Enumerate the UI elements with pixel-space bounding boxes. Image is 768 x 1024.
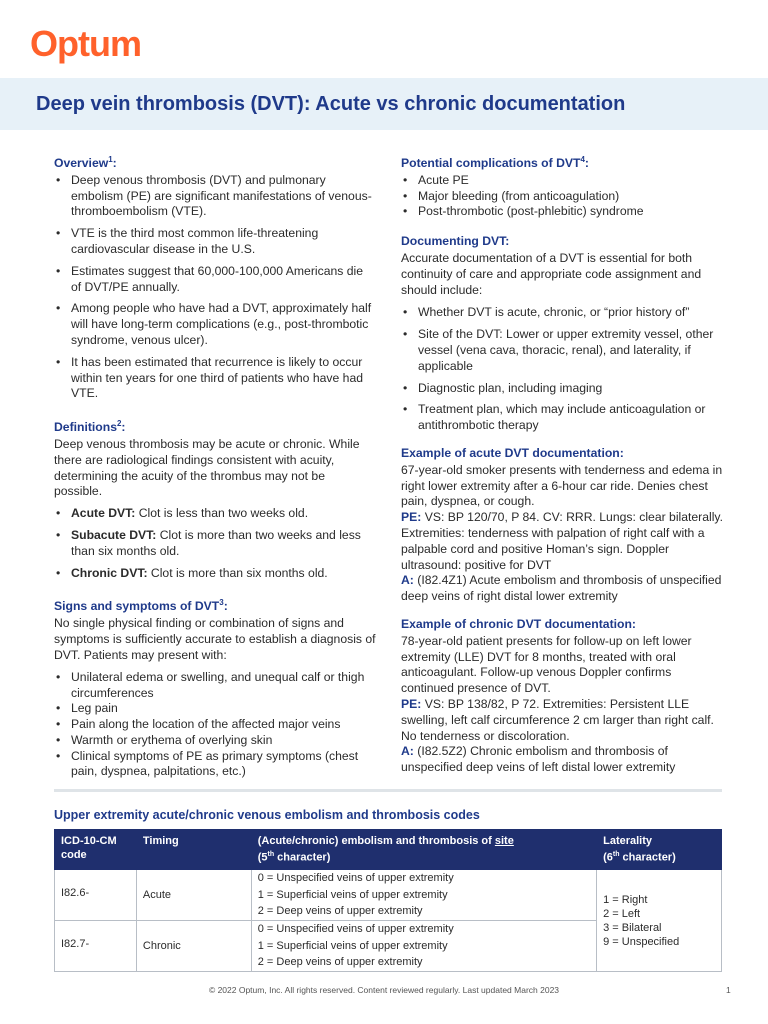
list-item: • Chronic DVT: Clot is more than six months old. — [54, 566, 376, 582]
acute-example-assessment: A: (I82.4Z1) Acute embolism and thrombosis of unspecified deep veins of right distal lower extremity — [401, 573, 722, 604]
definitions-list — [54, 506, 376, 581]
list-item: • Diagnostic plan, including imaging — [401, 381, 723, 397]
list-item: • Site of the DVT: Lower or upper extremity vessel, other vessel (vena cava, thoracic, renal), and laterality, if applicable — [401, 327, 723, 374]
table-row — [55, 870, 722, 921]
definitions-intro: Deep venous thrombosis may be acute or chronic. While there are radiological findings consistent with acuity, determining the acuity of the thrombus may not be possible. — [54, 437, 360, 499]
acute-example-heading: Example of acute DVT documentation: — [401, 446, 624, 461]
acute-example-pe: PE: VS: BP 120/70, P 84. CV: RRR. Lungs: clear bilaterally. Extremities: tenderness with palpation of right calf with a palpable cord and positive Homan’s sign. Doppler ultrasound: positive for DVT — [401, 510, 724, 572]
list-item: • VTE is the third most common life-threatening cardiovascular disease in the U.S. — [54, 226, 376, 258]
list-item: • Clinical symptoms of PE as primary symptoms (chest pain, dyspnea, palpitations, etc.) — [54, 749, 376, 781]
header-timing: Timing — [136, 830, 251, 870]
site-option: 2 = Deep veins of upper extremity — [257, 956, 423, 969]
list-item: • Among people who have had a DVT, approximately half will have long-term complications (e.g., post-thrombotic syndrome, venous ulcer). — [54, 301, 376, 348]
documenting-intro: Accurate documentation of a DVT is essential for both continuity of care and appropriate code assignment and should include: — [401, 251, 702, 297]
chronic-example-assessment: A: (I82.5Z2) Chronic embolism and thrombosis of unspecified deep veins of left distal lower extremity — [401, 744, 676, 775]
list-item: • Pain along the location of the affected major veins — [54, 717, 376, 733]
site-option: 2 = Deep veins of upper extremity — [257, 905, 423, 918]
site-option: 1 = Superficial veins of upper extremity — [257, 888, 448, 901]
chronic-example-heading: Example of chronic DVT documentation: — [401, 616, 636, 631]
table-header-row — [55, 830, 722, 870]
list-item: • Warmth or erythema of overlying skin — [54, 733, 376, 749]
page-number: 1 — [726, 985, 731, 995]
list-item: • Estimates suggest that 60,000-100,000 Americans die of DVT/PE annually. — [54, 264, 376, 296]
list-item: • Post-thrombotic (post-phlebitic) syndrome — [401, 204, 723, 220]
overview-heading: Overview$^1$: — [54, 155, 117, 171]
list-item: • Acute DVT: Clot is less than two weeks old. — [54, 506, 376, 522]
laterality-cell — [597, 870, 722, 972]
signs-heading: Signs and symptoms of DVT$^3$: — [54, 598, 228, 614]
list-item: • Major bleeding (from anticoagulation) — [401, 189, 723, 205]
row-code: I82.6- — [55, 870, 137, 921]
chronic-example-pe: PE: VS: BP 138/82, P 72. Extremities: Persistent LLE swelling, left calf circumference 2 cm larger than right calf. No tenderness or discoloration. — [401, 696, 714, 743]
complications-list — [401, 173, 723, 220]
list-item: • Subacute DVT: Clot is more than two weeks and less than six months old. — [54, 528, 376, 560]
table-title: Upper extremity acute/chronic venous embolism and thrombosis codes — [54, 808, 480, 822]
list-item: • Unilateral edema or swelling, and unequal calf or thigh circumferences — [54, 670, 376, 702]
list-item: • Deep venous thrombosis (DVT) and pulmonary embolism (PE) are significant manifestations of venous-thromboembolism (VTE). — [54, 173, 376, 220]
codes-table — [54, 829, 722, 972]
documenting-heading: Documenting DVT: — [401, 234, 510, 249]
title-banner — [0, 78, 768, 130]
documenting-list — [401, 305, 723, 434]
list-item: • Treatment plan, which may include anticoagulation or antithrombotic therapy — [401, 402, 723, 434]
site-option: 1 = Superficial veins of upper extremity — [257, 939, 448, 952]
page-title: Deep vein thrombosis (DVT): Acute vs chronic documentation — [36, 93, 626, 115]
row-sites — [251, 870, 596, 921]
row-sites — [251, 921, 596, 972]
signs-list — [54, 670, 376, 781]
header-laterality: Laterality (6th character) — [597, 830, 722, 870]
chronic-example-hpi: 78-year-old patient presents for follow-up on left lower extremity (LLE) DVT for 8 months, treated with oral anticoagulant. Follow-up venous Doppler confirms continued presence of DVT. — [401, 633, 692, 696]
site-option: 0 = Unspecified veins of upper extremity — [257, 923, 454, 936]
laterality-option: 2 = Left — [603, 907, 641, 920]
overview-list — [54, 173, 376, 402]
right-column — [401, 152, 723, 776]
laterality-option: 3 = Bilateral — [603, 921, 662, 934]
optum-logo: Optum — [30, 23, 141, 64]
laterality-option: 9 = Unspecified — [603, 935, 680, 948]
left-column — [54, 152, 376, 780]
site-option: 0 = Unspecified veins of upper extremity — [257, 872, 454, 884]
list-item: • Leg pain — [54, 701, 376, 717]
row-timing: Chronic — [136, 921, 251, 972]
header-site: (Acute/chronic) embolism and thrombosis of site (5th character) — [251, 830, 596, 870]
section-divider — [54, 789, 722, 792]
list-item: • It has been estimated that recurrence is likely to occur within ten years for one third of patients who have had VTE. — [54, 355, 376, 402]
list-item: • Whether DVT is acute, chronic, or “prior history of” — [401, 305, 723, 321]
laterality-option: 1 = Right — [603, 893, 648, 906]
row-code: I82.7- — [55, 921, 137, 972]
complications-heading: Potential complications of DVT$^4$: — [401, 155, 589, 171]
signs-intro: No single physical finding or combination of signs and symptoms is sufficiently accurate to establish a diagnosis of DVT. Patients may present with: — [54, 616, 376, 662]
list-item: • Acute PE — [401, 173, 723, 189]
header-code: ICD-10-CM code — [55, 830, 137, 870]
row-timing: Acute — [136, 870, 251, 921]
footer-copyright: © 2022 Optum, Inc. All rights reserved. Content reviewed regularly. Last updated March 2023 — [208, 985, 560, 995]
acute-example-hpi: 67-year-old smoker presents with tenderness and edema in right lower extremity after a 6-hour car ride. Denies chest pain, dyspnea, or cough. — [401, 462, 723, 509]
definitions-heading: Definitions$^2$: — [54, 419, 126, 435]
